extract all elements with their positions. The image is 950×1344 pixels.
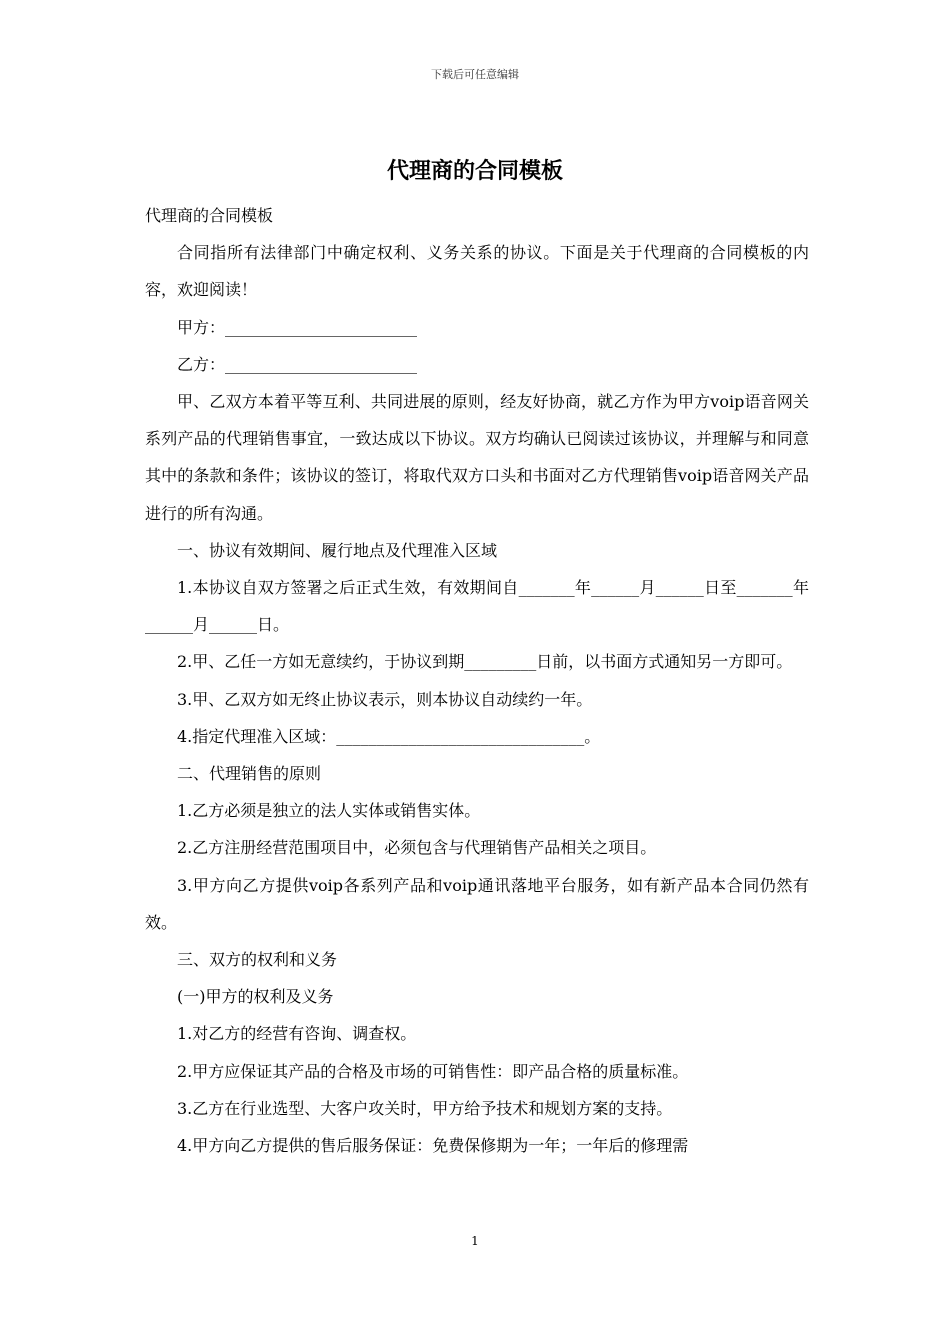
- document-body: [145, 197, 809, 1164]
- party-b-line: 乙方：________________________: [177, 354, 418, 374]
- page-number: 1: [471, 1234, 479, 1248]
- document-title: 代理商的合同模板: [386, 158, 563, 184]
- clause: 1.乙方必须是独立的法人实体或销售实体。: [177, 801, 481, 821]
- party-a-line: 甲方：________________________: [177, 317, 418, 337]
- clause: 2.甲、乙任一方如无意续约，于协议到期_________日前，以书面方式通知另一方即可。: [177, 652, 793, 672]
- paragraph: 代理商的合同模板: [145, 206, 274, 225]
- section-heading: 二、代理销售的原则: [177, 764, 322, 784]
- clause: 3.甲方向乙方提供voip各系列产品和voip通讯落地平台服务，如有新产品本合同仍然有效。: [145, 875, 809, 932]
- clause: 1.对乙方的经营有咨询、调查权。: [177, 1024, 417, 1044]
- subsection-heading: (一)甲方的权利及义务: [177, 987, 334, 1007]
- clause: 4.甲方向乙方提供的售后服务保证：免费保修期为一年；一年后的修理需: [177, 1136, 689, 1156]
- paragraph: 甲、乙双方本着平等互利、共同进展的原则，经友好协商，就乙方作为甲方voip语音网关系列产品的代理销售事宜，一致达成以下协议。双方均确认已阅读过该协议，并理解与和同意其中的条款和条件；该协议的签订，将取代双方口头和书面对乙方代理销售voip语音网关产品进行的所有沟通。: [145, 392, 809, 523]
- clause: 4.指定代理准入区域：_______________________________。: [177, 726, 601, 746]
- clause: 3.甲、乙双方如无终止协议表示，则本协议自动续约一年。: [177, 689, 593, 709]
- clause: 2.甲方应保证其产品的合格及市场的可销售性：即产品合格的质量标准。: [177, 1061, 689, 1081]
- clause: 3.乙方在行业选型、大客户攻关时，甲方给予技术和规划方案的支持。: [177, 1098, 673, 1118]
- paragraph: 合同指所有法律部门中确定权利、义务关系的协议。下面是关于代理商的合同模板的内容，欢迎阅读！: [145, 243, 809, 300]
- clause: 1.本协议自双方签署之后正式生效，有效期间自_______年______月______日至_______年______月______日。: [145, 578, 809, 635]
- clause: 2.乙方注册经营范围项目中，必须包含与代理销售产品相关之项目。: [177, 838, 657, 858]
- section-heading: 一、协议有效期间、履行地点及代理准入区域: [177, 540, 498, 560]
- header-note: 下载后可任意编辑: [431, 68, 519, 81]
- section-heading: 三、双方的权利和义务: [177, 950, 338, 970]
